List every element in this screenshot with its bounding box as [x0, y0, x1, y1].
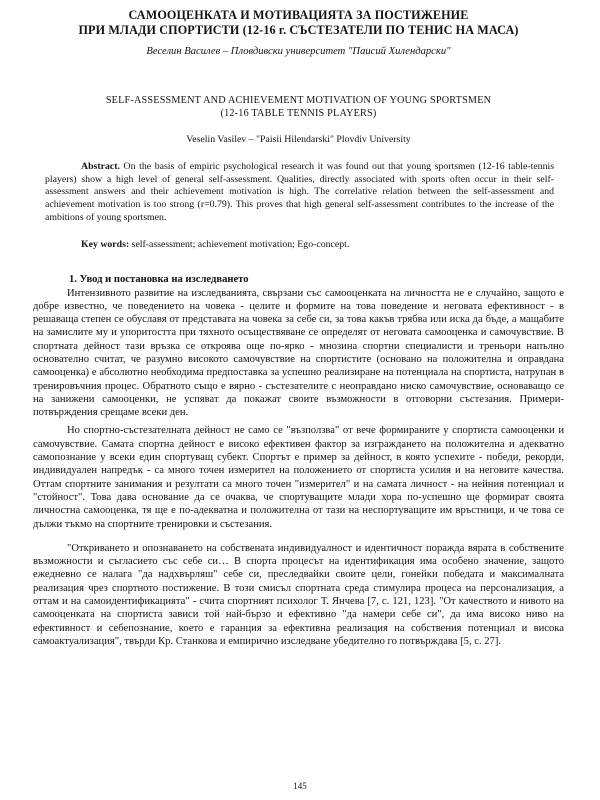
english-title-line-2: (12-16 TABLE TENNIS PLAYERS) — [220, 108, 377, 119]
keywords — [81, 239, 554, 250]
english-author: Veselin Vasilev – "Paisii Hilendarski" Plovdiv University — [186, 134, 411, 145]
abstract-text: On the basis of empiric psychological research it was found out that young sportsmen (12-16 table-tennis players) show a high level of general self-assessment. Qualities, directly associated with sports often occur in their self-assessment answers and their achievement motivation is high. The correlative relation between the self-assessment and achievement motivation is too strong (r=0.79). This proves that high general self-assessment contributes to the increase of the ambitions of young sportsmen. — [45, 161, 555, 223]
bulgarian-title-line-1: САМООЦЕНКАТА И МОТИВАЦИЯТА ЗА ПОСТИЖЕНИЕ — [128, 8, 469, 22]
section-heading: 1. Увод и постановка на изследването — [69, 273, 249, 285]
english-title — [33, 94, 564, 120]
body-paragraph-3: "Откриването и опознаването на собствената индивидуалност и идентичност поражда вярата в собствените възможности и съгласието със себе си… В спорта процесът на идентификация има особено значение, защото ежедневно се налага "да надхвърляш" себе си, преследвайки своите цели, гонейки победата и максималната реализация чрез спортното постижение. В този смисъл спортната среда стимулира процеса на персонализация, а оттам и на самоидентификацията" - счита спортният психолог Т. Янчева [7, с. 121, 123]. "От качеството и нивото на самооценката на спортиста зависи той най-бързо и ефективно "да намери себе си", да има високо ниво на ефективност и себепознание, което е гаранция за ефективна реализация на собствения потенциал и висока самоактуализация", твърди Кр. Станкова и емпирично изследване убедително го потвърждава [5, с. 27]. — [33, 542, 564, 647]
english-title-line-1: SELF-ASSESSMENT AND ACHIEVEMENT MOTIVATION OF YOUNG SPORTSMEN — [105, 95, 492, 106]
abstract-label: Abstract. — [81, 161, 120, 172]
keywords-text: self-assessment; achievement motivation; Ego-concept. — [131, 238, 350, 250]
bulgarian-title — [33, 8, 564, 37]
bulgarian-author: Веселин Василев – Пловдивски университет "Паисий Хилендарски" — [146, 46, 451, 57]
body-paragraph-2: Но спортно-състезателната дейност не само се "възползва" от вече формираните у спортиста самооценки и самочувствие. Самата спортна дейност е високо ефективен фактор за изграждането на положителна и адекватно самопознание у всеки един спортуващ субект. Спортът е пример за дейност, в която успехите - победи, рекорди, индивидуален напредък - са много точен измерител на положението от спортиста усилия и на неговите качества. Оттам спортните занимания и резултати са много точен "измерител" и на самата личност - на нейния потенциал и "стойност". Това дава основание да се очаква, че спортуващите млади хора по-успешно ще формират своята личностна самооценка, тя ще е по-адекватна и положителна от тази на неспортуващите им връстници, и че това се дължи тъкмо на спортните тренировки и състезания. — [33, 425, 564, 530]
abstract — [45, 161, 554, 225]
page-number: 145 — [293, 781, 307, 791]
keywords-label: Key words: — [81, 238, 130, 250]
body-paragraph-1: Интензивното развитие на изследванията, свързани със самооценката на личността не е случайно, защото е добре известно, че поведението на човека - целите и формите на това поведение и неговата ефективност - в решаваща степен се обуславя от представата на човека за себе си, за това какъв трябва или иска да бъде, а мащабите на замислите му и упоритостта при тяхното осъществяване се определят от неговата самооценка и самочувствие. В спортната дейност тази връзка се откроява още по-ярко - мнозина спортни специалисти и треньори напълно основателно считат, че разумно високото самочувствие на спортистите (основано на положителна и оправдана самооценка) е абсолютно необходима предпоставка за успешно реализиране на потенциала на спортиста, натрупан в тренировъчния процес. Обратното също е вярно - състезателите с неоправдано ниско самочувствие, основаващо се на занижени самооценки, не успяват да покажат своите възможности в отговорни състезания. Примери-потвърждения срещаме всеки ден. — [33, 287, 564, 419]
bulgarian-title-line-2: ПРИ МЛАДИ СПОРТИСТИ (12-16 г. СЪСТЕЗАТЕЛИ ПО ТЕНИС НА МАСА) — [78, 22, 519, 37]
